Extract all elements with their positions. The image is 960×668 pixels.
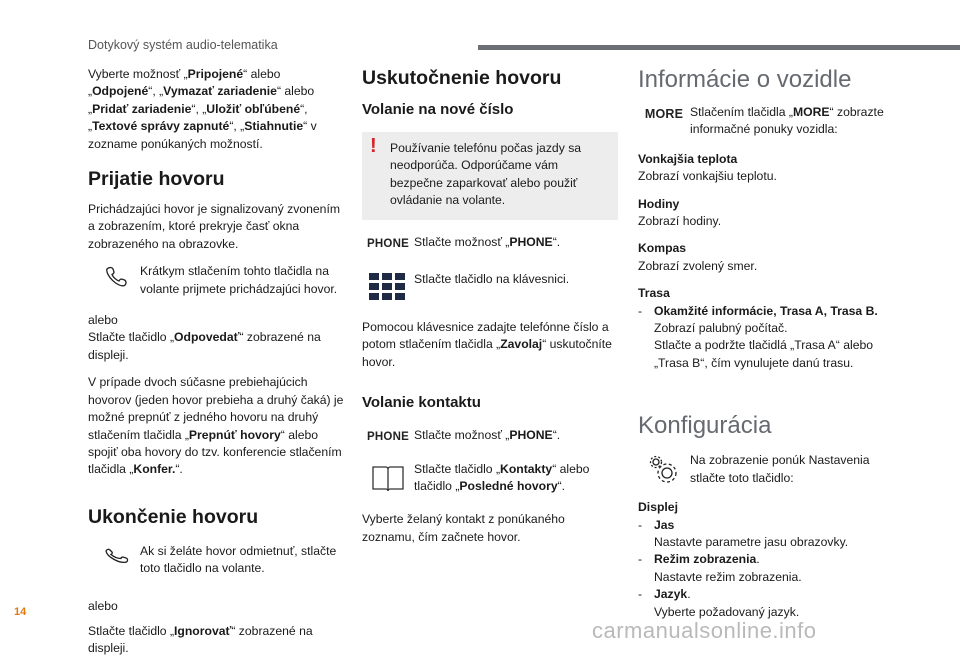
phone-text-2: Stlačte možnosť „PHONE“. [414,428,561,443]
heading-kontakt: Volanie kontaktu [362,394,481,412]
answer-row [94,263,350,298]
info-item-title: Hodiny [638,196,680,211]
emphasis: PHONE [509,234,553,249]
emphasis: MORE [792,105,830,119]
list-dash: - [638,517,643,532]
warning-box [362,132,618,220]
emphasis: Kontakty [500,461,553,476]
emphasis: Pridať zariadenie [92,101,192,116]
trasa-title: Trasa [638,286,670,301]
keypad-row [362,271,618,301]
phone-row-1 [362,234,618,253]
emphasis: Stiahnutie [244,119,304,134]
emphasis: Uložiť obľúbené [206,101,301,116]
settings-gear-icon [638,452,690,486]
info-item-text: Zobrazí hodiny. [638,214,722,229]
info-items [638,151,896,275]
heading-ukoncenie: Ukončenie hovoru [88,505,259,528]
hangup-text: Ak si želáte hovor odmietnuť, stlačte toto tlačidlo na volante. [140,543,337,576]
emphasis: Zavolaj [500,337,543,352]
settings-text: Na zobrazenie ponúk Nastavenia stlačte toto tlačidlo: [690,453,870,485]
trasa-item [638,285,896,372]
emphasis: Odpovedať [174,330,240,345]
emphasis: PHONE [509,428,553,443]
contacts-book-icon [362,461,414,493]
info-item [638,240,896,275]
phone-answer-icon [94,263,140,287]
emphasis: Pripojené [187,67,244,81]
warning-icon: ! [370,135,377,157]
displej-list-item [638,517,896,552]
emphasis: Prepnúť hovory [188,427,281,442]
keypad-icon [362,271,414,301]
emphasis: Konfer. [133,462,176,477]
running-header: Dotykový systém audio-telematika [88,38,278,52]
prijatie-paragraph: Prichádzajúci hovor je signalizovaný zvonením a zobrazením, ktoré prekryje časť okna zobrazeného na obrazovke. [88,202,341,251]
info-item-text: Zobrazí vonkajšiu teplotu. [638,169,777,184]
list-dash: - [638,552,643,567]
more-button-label: MORE [644,107,684,121]
trasa-text: Zobrazí palubný počítač. Stlačte a podržte tlačidlá „Trasa A“ alebo „Trasa B“, čím vynulujete danú trasu. [654,321,874,370]
displej-item-text: Vyberte požadovaný jazyk. [654,604,800,619]
emphasis: Textové správy zapnuté [92,119,230,134]
contacts-row [362,461,618,496]
settings-row [638,452,896,487]
info-item [638,151,896,186]
zavolaj-paragraph: Pomocou klávesnice zadajte telefónne číslo a potom stlačením tlačidla „Zavolaj“ uskutočníte hovor. [362,320,612,369]
phone-hangup-icon [94,543,140,565]
info-item-title: Kompas [638,241,687,256]
info-item [638,196,896,231]
displej-item [638,499,896,621]
odpovedat-paragraph: Stlačte tlačidlo „Odpovedať“ zobrazené na displeji. [88,330,321,362]
warning-text: Používanie telefónu počas jazdy sa neodporúča. Odporúčame vám bezpečne zaparkovať alebo použiť ovládanie na volante. [390,141,582,208]
phone-button-label-2: PHONE [367,431,409,444]
header-bar [478,45,960,50]
contacts-text: Stlačte tlačidlo „Kontakty“ alebo tlačidlo „Posledné hovory“. [414,461,590,494]
displej-item-title: Režim zobrazenia [654,552,757,567]
info-item-text: Zobrazí zvolený smer. [638,258,758,273]
displej-item-title: Jas [654,517,675,532]
page-number: 14 [14,606,27,618]
displej-list [638,517,896,621]
alebo-2: alebo [88,598,118,613]
more-row [638,104,896,139]
emphasis: Ignorovať [174,623,232,638]
info-item-title: Vonkajšia teplota [638,151,738,166]
column-right [638,66,896,631]
answer-text: Krátkym stlačením tohto tlačidla na volante prijmete prichádzajúci hovor. [140,264,338,296]
trasa-bold: Okamžité informácie, Trasa A, Trasa B. [654,303,878,318]
vyberte-paragraph: Vyberte želaný kontakt z ponúkaného zoznamu, čím začnete hovor. [362,512,565,544]
phone-button-label: PHONE [367,237,409,250]
phone-row-2 [362,427,618,446]
more-text: Stlačením tlačidla „MORE“ zobrazte informačné ponuky vozidla: [690,105,884,137]
watermark: carmanualsonline.info [592,618,817,643]
displej-item-punct: . [687,587,691,602]
heading-konfiguracia: Konfigurácia [638,412,772,440]
emphasis: Odpojené [92,84,149,99]
heading-prijatie: Prijatie hovoru [88,168,225,191]
emphasis: Vymazať zariadenie [163,84,277,99]
heading-uskutocnenie: Uskutočnenie hovoru [362,67,562,89]
heading-nove-cislo: Volanie na nové číslo [362,101,514,118]
alebo-1: alebo [88,313,118,328]
column-middle [362,66,618,556]
column-left [88,66,350,668]
phone-text-1: Stlačte možnosť „PHONE“. [414,234,561,249]
displej-item-text: Nastavte režim zobrazenia. [654,569,802,584]
keypad-text: Stlačte tlačidlo na klávesnici. [414,272,570,287]
intro-paragraph: Vyberte možnosť „Pripojené“ alebo „Odpojené“, „Vymazať zariadenie“ alebo „Pridať zariadenie“, „Uložiť obľúbené“, „Textové správy zapnuté“, „Stiahnutie“ v zozname ponúkaných možností. [88,67,317,151]
dva-hovory-paragraph: V prípade dvoch súčasne prebiehajúcich hovorov (jeden hovor prebieha a druhý čaká) je možné prepnúť z jedného hovoru na druhý stlačením tlačidla „Prepnúť hovory“ alebo spojiť oba hovory do tzv. konferencie stlačením tlačidla „Konfer.“. [88,375,344,477]
displej-title: Displej [638,500,678,515]
trasa-dash: - [638,303,643,318]
displej-item-text: Nastavte parametre jasu obrazovky. [654,534,849,549]
list-dash: - [638,587,643,602]
heading-informacie: Informácie o vozidle [638,66,852,93]
displej-item-punct: . [756,552,760,567]
ignorovat-paragraph: Stlačte tlačidlo „Ignorovať“ zobrazené na displeji. [88,623,313,656]
emphasis: Posledné hovory [459,479,558,494]
displej-list-item [638,551,896,586]
displej-list-item [638,586,896,621]
hangup-row [94,543,350,578]
displej-item-title: Jazyk [654,587,688,602]
